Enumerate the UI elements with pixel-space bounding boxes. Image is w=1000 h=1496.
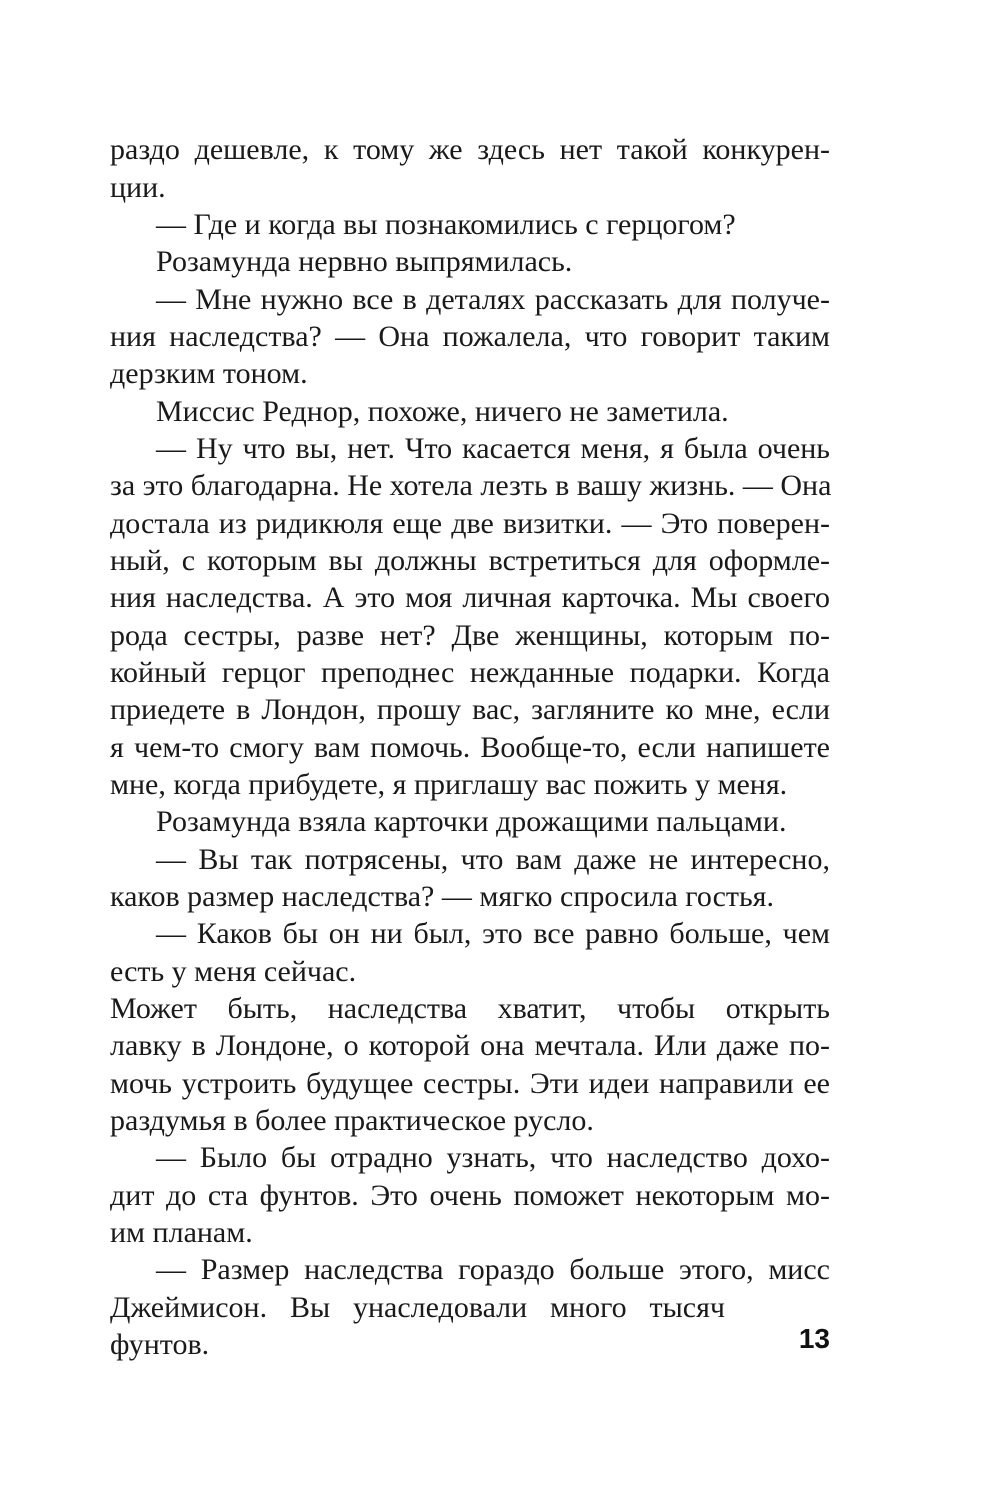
text-line: лавку в Лондоне, о которой она мечтала. Или даже по- <box>110 1029 830 1062</box>
text-line: мне, когда прибудете, я приглашу вас пожить у меня. <box>110 768 788 801</box>
text-line: дерзким тоном. <box>110 357 308 390</box>
text-line: — Где и когда вы познакомились с герцогом? <box>156 208 736 241</box>
text-line: ния наследства? — Она пожалела, что говорит таким <box>110 320 830 353</box>
text-line: Розамунда нервно выпрямилась. <box>156 245 573 278</box>
text-line: — Каков бы он ни был, это все равно больше, чем <box>156 917 830 950</box>
text-line: — Вы так потрясены, что вам даже не интересно, <box>156 843 830 876</box>
text-line: рода сестры, разве нет? Две женщины, которым по- <box>110 619 830 652</box>
text-line: раздо дешевле, к тому же здесь нет такой конкурен- <box>110 133 830 166</box>
page-number: 13 <box>798 1323 830 1354</box>
text-line: ции. <box>110 171 166 204</box>
text-line: — Мне нужно все в деталях рассказать для получе- <box>156 283 830 316</box>
text-line: Джеймисон. Вы унаследовали много тысяч <box>110 1291 725 1324</box>
text-line: Розамунда взяла карточки дрожащими пальцами. <box>156 805 787 838</box>
text-line: достала из ридикюля еще две визитки. — Это поверен- <box>110 507 830 540</box>
text-line: раздумья в более практическое русло. <box>110 1104 594 1137</box>
text-line: за это благодарна. Не хотела лезть в вашу жизнь. — Она <box>110 469 832 502</box>
text-line: мочь устроить будущее сестры. Эти идеи направили ее <box>110 1067 830 1100</box>
text-line: им планам. <box>110 1216 253 1249</box>
text-line: — Размер наследства гораздо больше этого, мисс <box>156 1253 830 1286</box>
text-line: ния наследства. А это моя личная карточка. Мы своего <box>110 581 830 614</box>
text-line: — Было бы отрадно узнать, что наследство дохо- <box>156 1141 830 1174</box>
text-line: каков размер наследства? — мягко спросила гостья. <box>110 880 774 913</box>
text-line: я чем-то смогу вам помочь. Вообще-то, если напишете <box>110 731 830 764</box>
text-line: Миссис Реднор, похоже, ничего не заметила. <box>156 395 729 428</box>
text-line: есть у меня сейчас. <box>110 955 357 988</box>
text-line: фунтов. <box>110 1328 210 1361</box>
text-line: дит до ста фунтов. Это очень поможет некоторым мо- <box>110 1179 830 1212</box>
text-line: ный, с которым вы должны встретиться для оформле- <box>110 544 830 577</box>
text-line: — Ну что вы, нет. Что касается меня, я была очень <box>156 432 830 465</box>
text-line: Может быть, наследства хватит, чтобы открыть <box>110 992 830 1025</box>
text-line: койный герцог преподнес нежданные подарки. Когда <box>110 656 830 689</box>
text-line: приедете в Лондон, прошу вас, загляните ко мне, если <box>110 693 830 726</box>
